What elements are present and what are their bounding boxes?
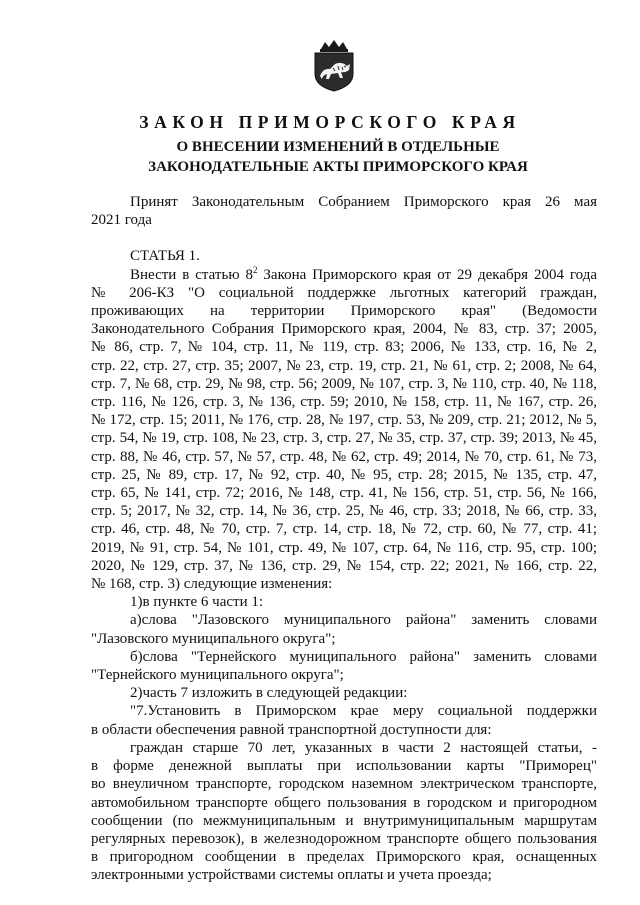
text-line: стр. 88, № 46, стр. 57, № 57, стр. 48, № 62, стр. 49; 2014, № 70, стр. 61, № 73, [91,448,597,465]
text-line: сообщении (по межмуниципальным и внутримуниципальным маршрутам [91,812,597,829]
intro-prefix: Внести в статью 8 [130,266,253,283]
list-item: 1)в пункте 6 части 1: [130,594,264,611]
text-line: стр. 116, № 126, стр. 3, № 136, стр. 59; 2010, № 158, стр. 11, № 167, стр. 26, [91,394,597,411]
subtitle-line: ЗАКОНОДАТЕЛЬНЫЕ АКТЫ ПРИМОРСКОГО КРАЯ [148,159,528,175]
quote-line: "7.Установить в Приморском крае меру социальной поддержки [130,703,597,720]
text-line: стр. 22, стр. 27, стр. 35; 2007, № 23, стр. 19, стр. 21, № 61, стр. 2; 2008, № 64, [91,357,597,374]
text-line: стр. 5; 2017, № 32, стр. 14, № 36, стр. 25, № 46, стр. 33; 2018, № 66, стр. 33, [91,503,597,520]
text-line: в пригородном сообщении в пределах Приморского края, оснащенных [91,849,597,866]
spacer [91,229,597,247]
law-subtitle [0,137,640,177]
text-line: стр. 7, № 68, стр. 29, № 98, стр. 56; 2009, № 107, стр. 3, № 110, стр. 40, № 118, [91,375,597,392]
intro-rest: Закона Приморского края от 29 декабря 2004 года [257,266,598,283]
text-line: № 168, стр. 3) следующие изменения: [91,576,333,593]
law-title: ЗАКОН ПРИМОРСКОГО КРАЯ [139,112,521,132]
text-line: в форме денежной выплаты при использовании карты "Приморец" [91,758,597,775]
text-line: стр. 54, № 19, стр. 108, № 23, стр. 3, стр. 27, № 35, стр. 37, стр. 39; 2013, № 45, [91,430,597,447]
text-line: граждан старше 70 лет, указанных в части 2 настоящей статьи, - [130,739,597,756]
text-line: автомобильном транспорте общего пользования в городском и пригородном [91,794,597,811]
list-item: 2)часть 7 изложить в следующей редакции: [130,685,408,702]
list-item: "Тернейского муниципального округа"; [91,667,344,684]
list-item: а)слова "Лазовского муниципального района" заменить словами [130,612,597,629]
text-line: регулярных перевозок), в железнодорожном транспорте общего пользования [91,830,597,847]
intro-superscript: 2 [252,264,258,275]
text-line: № 86, стр. 7, № 104, стр. 11, № 119, стр. 83; 2006, № 133, стр. 16, № 2, [91,339,597,356]
law-body [91,193,597,885]
list-item: б)слова "Тернейского муниципального района" заменить словами [130,648,597,665]
text-line: № 206-КЗ "О социальной поддержке льготных категорий граждан, [91,284,597,301]
text-line: 2019, № 91, стр. 54, № 101, стр. 49, № 107, стр. 64, № 116, стр. 95, стр. 100; [91,539,597,556]
text-line: № 172, стр. 15; 2011, № 176, стр. 28, № 197, стр. 53, № 209, стр. 21; 2012, № 5, [91,412,597,429]
primorsky-krai-coat-of-arms-icon [312,40,356,92]
text-line: стр. 65, № 141, стр. 72; 2016, № 148, стр. 41, № 156, стр. 51, стр. 56, № 166, [91,485,597,502]
list-item: "Лазовского муниципального округа"; [91,630,336,647]
adoption-line: 2021 года [91,212,152,229]
text-line: Законодательного Собрания Приморского края, 2004, № 83, стр. 37; 2005, [91,321,597,338]
quote-line: в области обеспечения равной транспортной доступности для: [91,721,492,738]
text-line: стр. 46, стр. 48, № 70, стр. 7, стр. 14, стр. 18, № 72, стр. 60, № 77, стр. 41; [91,521,597,538]
subtitle-line: О ВНЕСЕНИИ ИЗМЕНЕНИЙ В ОТДЕЛЬНЫЕ [176,139,500,155]
text-line: 2020, № 129, стр. 37, № 136, стр. 29, № 154, стр. 22; 2021, № 166, стр. 22, [91,557,597,574]
adoption-line: Принят Законодательным Собранием Приморского края 26 мая [130,194,597,210]
text-line: электронными устройствами системы оплаты и учета проезда; [91,867,492,884]
text-line: проживающих на территории Приморского края" (Ведомости [91,303,597,320]
text-line: стр. 25, № 89, стр. 17, № 92, стр. 40, № 95, стр. 28; 2015, № 135, стр. 47, [91,466,597,483]
text-line: во внеуличном транспорте, городском наземном электрическом транспорте, [91,776,597,793]
article-heading: СТАТЬЯ 1. [130,248,200,265]
article-intro [91,266,597,284]
